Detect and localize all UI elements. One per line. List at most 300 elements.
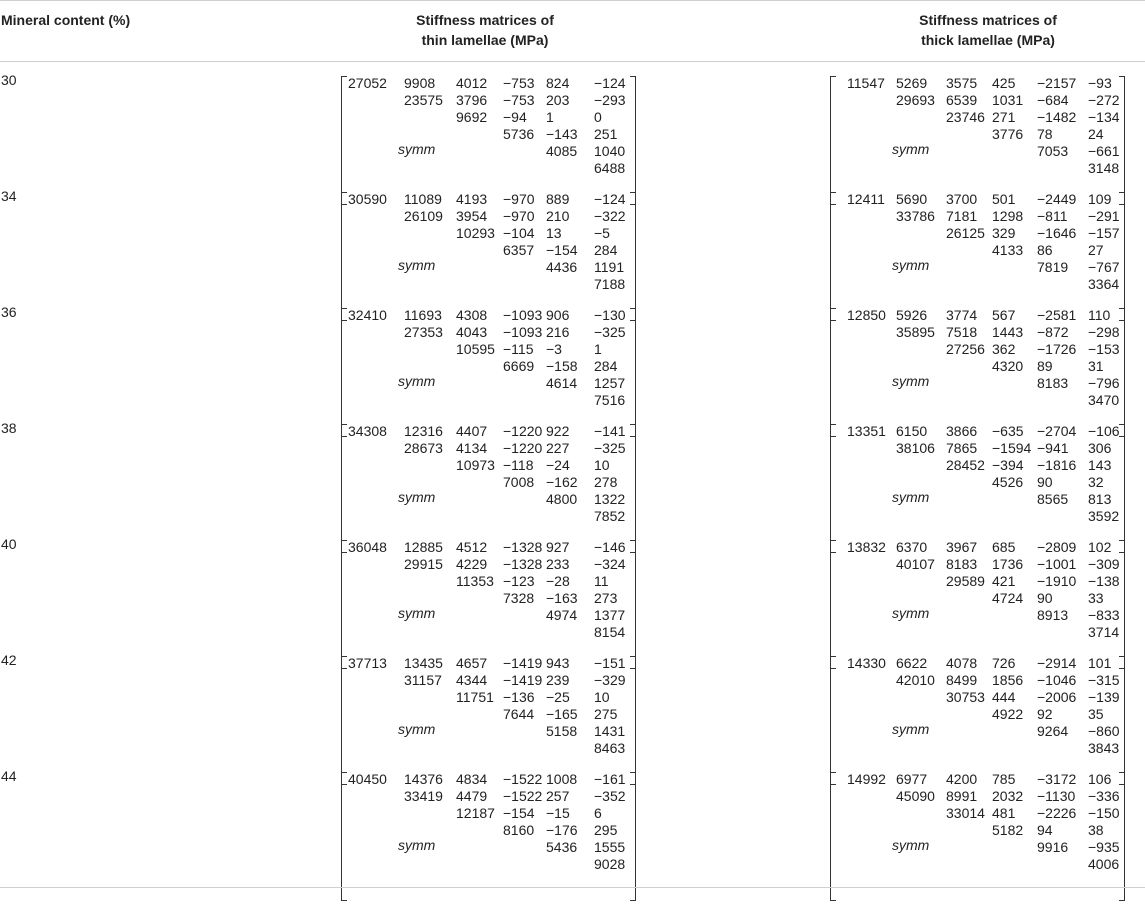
matrix-cell: −3 bbox=[546, 341, 562, 357]
matrix-cell: −2704 bbox=[1037, 423, 1077, 439]
matrix-cell: 6 bbox=[594, 805, 602, 821]
matrix-cell: 3592 bbox=[1088, 508, 1120, 524]
matrix-cell: 4526 bbox=[992, 474, 1024, 490]
matrix-cell: −1093 bbox=[503, 307, 543, 323]
matrix-cell: 3967 bbox=[946, 539, 978, 555]
matrix-cell: 4134 bbox=[456, 440, 488, 456]
matrix-cell: 27353 bbox=[404, 324, 443, 340]
matrix-cell: −767 bbox=[1088, 259, 1120, 275]
thin-matrix-34 bbox=[341, 190, 636, 324]
matrix-cell: 5158 bbox=[546, 723, 578, 739]
matrix-cell: 12316 bbox=[404, 423, 443, 439]
symm-label: symm bbox=[398, 373, 436, 389]
matrix-cell: 4344 bbox=[456, 672, 488, 688]
matrix-cell: 110 bbox=[1088, 307, 1111, 323]
matrix-cell: −1646 bbox=[1037, 225, 1077, 241]
matrix-cell: 5269 bbox=[896, 75, 928, 91]
matrix-cell: −154 bbox=[546, 242, 578, 258]
thin-matrix-44 bbox=[341, 770, 636, 904]
matrix-cell: 78 bbox=[1037, 126, 1053, 142]
matrix-cell: −1130 bbox=[1037, 788, 1076, 804]
matrix-cell: 7644 bbox=[503, 706, 535, 722]
matrix-cell: 40450 bbox=[348, 771, 387, 787]
matrix-cell: −1522 bbox=[503, 788, 543, 804]
symm-label: symm bbox=[398, 605, 436, 621]
matrix-cell: 278 bbox=[594, 474, 618, 490]
matrix-cell: −1220 bbox=[503, 440, 543, 456]
matrix-cell: 27256 bbox=[946, 341, 985, 357]
matrix-cell: −860 bbox=[1088, 723, 1120, 739]
matrix-cell: 4800 bbox=[546, 491, 578, 507]
matrix-cell: 11751 bbox=[456, 689, 494, 705]
matrix-cell: −146 bbox=[594, 539, 626, 555]
matrix-cell: 813 bbox=[1088, 491, 1112, 507]
matrix-cell: 284 bbox=[594, 358, 618, 374]
matrix-cell: 329 bbox=[992, 225, 1016, 241]
matrix-cell: 4974 bbox=[546, 607, 578, 623]
matrix-cell: 106 bbox=[1088, 771, 1112, 787]
matrix-cell: −118 bbox=[503, 457, 534, 473]
symm-label: symm bbox=[398, 141, 436, 157]
matrix-cell: −293 bbox=[594, 92, 626, 108]
matrix-cell: 3843 bbox=[1088, 740, 1120, 756]
matrix-cell: 1377 bbox=[594, 607, 626, 623]
matrix-cell: −309 bbox=[1088, 556, 1120, 572]
matrix-cell: 12411 bbox=[847, 191, 885, 207]
matrix-cell: 12850 bbox=[847, 307, 886, 323]
matrix-cell: 7188 bbox=[594, 276, 626, 292]
matrix-cell: 14376 bbox=[404, 771, 443, 787]
symm-label: symm bbox=[398, 837, 436, 853]
matrix-cell: 306 bbox=[1088, 440, 1112, 456]
matrix-left-bracket bbox=[341, 76, 347, 205]
matrix-cell: 6539 bbox=[946, 92, 978, 108]
matrix-cell: 8183 bbox=[946, 556, 978, 572]
matrix-cell: 45090 bbox=[896, 788, 935, 804]
matrix-left-bracket bbox=[341, 772, 347, 901]
matrix-cell: −2809 bbox=[1037, 539, 1077, 555]
matrix-cell: −165 bbox=[546, 706, 578, 722]
matrix-cell: 6370 bbox=[896, 539, 928, 555]
matrix-cell: 3148 bbox=[1088, 160, 1120, 176]
mineral-content-value: 44 bbox=[1, 768, 17, 784]
matrix-cell: 11353 bbox=[456, 573, 494, 589]
matrix-left-bracket bbox=[341, 656, 347, 785]
matrix-cell: −163 bbox=[546, 590, 578, 606]
matrix-cell: 7865 bbox=[946, 440, 978, 456]
matrix-cell: 12187 bbox=[456, 805, 495, 821]
matrix-cell: −635 bbox=[992, 423, 1024, 439]
matrix-cell: 102 bbox=[1088, 539, 1112, 555]
mineral-content-value: 36 bbox=[1, 304, 17, 320]
matrix-cell: −833 bbox=[1088, 607, 1120, 623]
matrix-cell: 32410 bbox=[348, 307, 387, 323]
symm-label: symm bbox=[892, 489, 930, 505]
matrix-cell: 32 bbox=[1088, 474, 1104, 490]
matrix-cell: 251 bbox=[594, 126, 618, 142]
table-bottom-rule bbox=[0, 887, 1145, 888]
matrix-cell: −684 bbox=[1037, 92, 1069, 108]
thick-matrix-44 bbox=[830, 770, 1125, 904]
matrix-cell: −329 bbox=[594, 672, 626, 688]
matrix-cell: −28 bbox=[546, 573, 570, 589]
matrix-cell: 30753 bbox=[946, 689, 985, 705]
matrix-cell: −162 bbox=[546, 474, 578, 490]
matrix-cell: 233 bbox=[546, 556, 570, 572]
matrix-cell: 10 bbox=[594, 457, 610, 473]
matrix-cell: −106 bbox=[1088, 423, 1120, 439]
thick-matrix-40 bbox=[830, 538, 1125, 672]
matrix-cell: −324 bbox=[594, 556, 626, 572]
matrix-cell: −3172 bbox=[1037, 771, 1077, 787]
matrix-cell: 33 bbox=[1088, 590, 1104, 606]
matrix-cell: −124 bbox=[594, 75, 626, 91]
matrix-cell: −1419 bbox=[503, 672, 543, 688]
matrix-right-bracket bbox=[630, 656, 636, 785]
matrix-cell: 726 bbox=[992, 655, 1016, 671]
matrix-cell: 24 bbox=[1088, 126, 1104, 142]
matrix-cell: −134 bbox=[1088, 109, 1120, 125]
matrix-cell: 38 bbox=[1088, 822, 1104, 838]
matrix-cell: 29693 bbox=[896, 92, 935, 108]
matrix-cell: 8499 bbox=[946, 672, 978, 688]
matrix-cell: 42010 bbox=[896, 672, 935, 688]
matrix-cell: 30590 bbox=[348, 191, 387, 207]
matrix-cell: −1001 bbox=[1037, 556, 1077, 572]
matrix-cell: 1008 bbox=[546, 771, 578, 787]
matrix-cell: −941 bbox=[1037, 440, 1069, 456]
matrix-cell: 4407 bbox=[456, 423, 488, 439]
matrix-cell: 13351 bbox=[847, 423, 886, 439]
matrix-cell: 4922 bbox=[992, 706, 1024, 722]
matrix-cell: 7518 bbox=[946, 324, 978, 340]
table-top-rule bbox=[0, 0, 1145, 1]
matrix-cell: 31157 bbox=[404, 672, 442, 688]
matrix-cell: 7181 bbox=[946, 208, 978, 224]
matrix-cell: −2914 bbox=[1037, 655, 1077, 671]
matrix-left-bracket bbox=[830, 308, 836, 437]
matrix-cell: −2157 bbox=[1037, 75, 1077, 91]
matrix-cell: 927 bbox=[546, 539, 570, 555]
matrix-cell: 1298 bbox=[992, 208, 1024, 224]
matrix-cell: 33014 bbox=[946, 805, 985, 821]
matrix-cell: −138 bbox=[1088, 573, 1120, 589]
matrix-left-bracket bbox=[830, 192, 836, 321]
matrix-cell: −161 bbox=[594, 771, 626, 787]
matrix-cell: −104 bbox=[503, 225, 535, 241]
matrix-cell: 11 bbox=[594, 573, 609, 589]
matrix-cell: 11547 bbox=[847, 75, 885, 91]
matrix-cell: 4512 bbox=[456, 539, 488, 555]
matrix-cell: 203 bbox=[546, 92, 570, 108]
matrix-cell: 36048 bbox=[348, 539, 387, 555]
matrix-cell: 8154 bbox=[594, 624, 626, 640]
matrix-left-bracket bbox=[341, 540, 347, 669]
matrix-cell: −325 bbox=[594, 440, 626, 456]
matrix-cell: 23746 bbox=[946, 109, 985, 125]
matrix-cell: 889 bbox=[546, 191, 570, 207]
symm-label: symm bbox=[398, 257, 436, 273]
matrix-cell: 4614 bbox=[546, 375, 578, 391]
matrix-cell: 31 bbox=[1088, 358, 1104, 374]
matrix-cell: 4229 bbox=[456, 556, 488, 572]
matrix-cell: −93 bbox=[1088, 75, 1112, 91]
matrix-cell: −136 bbox=[503, 689, 535, 705]
matrix-cell: −1328 bbox=[503, 556, 543, 572]
matrix-cell: −154 bbox=[503, 805, 535, 821]
matrix-cell: 27052 bbox=[348, 75, 387, 91]
matrix-cell: 38106 bbox=[896, 440, 935, 456]
matrix-cell: −15 bbox=[546, 805, 570, 821]
matrix-cell: 3774 bbox=[946, 307, 978, 323]
matrix-cell: 1031 bbox=[992, 92, 1024, 108]
matrix-cell: −811 bbox=[1037, 208, 1068, 224]
matrix-cell: 362 bbox=[992, 341, 1016, 357]
matrix-cell: 4657 bbox=[456, 655, 488, 671]
header-mineral-content: Mineral content (%) bbox=[1, 12, 131, 28]
matrix-cell: 4193 bbox=[456, 191, 488, 207]
matrix-cell: −151 bbox=[594, 655, 626, 671]
matrix-cell: 4308 bbox=[456, 307, 488, 323]
thick-matrix-42 bbox=[830, 654, 1125, 788]
thin-matrix-36 bbox=[341, 306, 636, 440]
matrix-cell: 1040 bbox=[594, 143, 626, 159]
matrix-cell: 29589 bbox=[946, 573, 985, 589]
symm-label: symm bbox=[398, 489, 436, 505]
matrix-cell: −2581 bbox=[1037, 307, 1077, 323]
matrix-cell: 1322 bbox=[594, 491, 626, 507]
matrix-right-bracket bbox=[630, 192, 636, 321]
matrix-cell: 6488 bbox=[594, 160, 626, 176]
header-thick-lamellae bbox=[858, 10, 1118, 50]
mineral-content-value: 34 bbox=[1, 188, 17, 204]
matrix-cell: 481 bbox=[992, 805, 1016, 821]
matrix-cell: 1555 bbox=[594, 839, 626, 855]
matrix-cell: 4834 bbox=[456, 771, 488, 787]
matrix-cell: −872 bbox=[1037, 324, 1069, 340]
matrix-cell: −1910 bbox=[1037, 573, 1077, 589]
matrix-cell: 28673 bbox=[404, 440, 443, 456]
header-thin-line-1: Stiffness matrices of bbox=[416, 12, 554, 28]
matrix-cell: 109 bbox=[1088, 191, 1112, 207]
matrix-cell: −153 bbox=[1088, 341, 1120, 357]
thick-matrix-38 bbox=[830, 422, 1125, 556]
matrix-cell: 227 bbox=[546, 440, 570, 456]
thin-matrix-30 bbox=[341, 74, 636, 208]
matrix-cell: 906 bbox=[546, 307, 570, 323]
matrix-cell: −123 bbox=[503, 573, 535, 589]
matrix-cell: 3714 bbox=[1088, 624, 1120, 640]
matrix-cell: −24 bbox=[546, 457, 570, 473]
matrix-cell: 4200 bbox=[946, 771, 978, 787]
matrix-cell: 35 bbox=[1088, 706, 1104, 722]
matrix-cell: −141 bbox=[594, 423, 626, 439]
matrix-right-bracket bbox=[630, 540, 636, 669]
matrix-cell: 8913 bbox=[1037, 607, 1069, 623]
matrix-cell: 4006 bbox=[1088, 856, 1120, 872]
matrix-cell: 3954 bbox=[456, 208, 488, 224]
matrix-cell: 295 bbox=[594, 822, 618, 838]
matrix-cell: 37713 bbox=[348, 655, 387, 671]
mineral-content-value: 42 bbox=[1, 652, 17, 668]
matrix-left-bracket bbox=[830, 656, 836, 785]
matrix-left-bracket bbox=[341, 192, 347, 321]
header-rule bbox=[0, 61, 1145, 62]
mineral-content-value: 30 bbox=[1, 72, 17, 88]
matrix-cell: 7516 bbox=[594, 392, 626, 408]
matrix-cell: −1220 bbox=[503, 423, 543, 439]
matrix-cell: 143 bbox=[1088, 457, 1112, 473]
matrix-cell: 3796 bbox=[456, 92, 488, 108]
matrix-cell: 13435 bbox=[404, 655, 443, 671]
matrix-cell: 3575 bbox=[946, 75, 978, 91]
matrix-cell: −1419 bbox=[503, 655, 543, 671]
matrix-cell: 8160 bbox=[503, 822, 535, 838]
matrix-cell: 86 bbox=[1037, 242, 1053, 258]
matrix-cell: 216 bbox=[546, 324, 570, 340]
matrix-cell: −5 bbox=[594, 225, 610, 241]
matrix-cell: 943 bbox=[546, 655, 570, 671]
matrix-cell: 34308 bbox=[348, 423, 387, 439]
matrix-cell: −150 bbox=[1088, 805, 1120, 821]
matrix-cell: 10293 bbox=[456, 225, 495, 241]
matrix-cell: −1046 bbox=[1037, 672, 1077, 688]
matrix-cell: 1856 bbox=[992, 672, 1024, 688]
matrix-cell: 824 bbox=[546, 75, 570, 91]
matrix-cell: −115 bbox=[503, 341, 534, 357]
symm-label: symm bbox=[892, 257, 930, 273]
matrix-cell: 4012 bbox=[456, 75, 488, 91]
matrix-cell: 33419 bbox=[404, 788, 443, 804]
matrix-cell: 10973 bbox=[456, 457, 495, 473]
matrix-cell: 9264 bbox=[1037, 723, 1069, 739]
header-thin-line-2: thin lamellae (MPa) bbox=[421, 32, 549, 48]
thin-matrix-42 bbox=[341, 654, 636, 788]
matrix-cell: 90 bbox=[1037, 474, 1053, 490]
matrix-cell: 5436 bbox=[546, 839, 578, 855]
matrix-cell: 4320 bbox=[992, 358, 1024, 374]
matrix-cell: 7328 bbox=[503, 590, 535, 606]
matrix-right-bracket bbox=[630, 772, 636, 901]
matrix-cell: 9908 bbox=[404, 75, 436, 91]
matrix-cell: 26109 bbox=[404, 208, 443, 224]
matrix-cell: −1594 bbox=[992, 440, 1032, 456]
matrix-cell: −176 bbox=[546, 822, 578, 838]
matrix-cell: 3470 bbox=[1088, 392, 1120, 408]
matrix-cell: −2449 bbox=[1037, 191, 1077, 207]
matrix-cell: −1726 bbox=[1037, 341, 1077, 357]
symm-label: symm bbox=[398, 721, 436, 737]
matrix-cell: 271 bbox=[992, 109, 1016, 125]
matrix-cell: 4085 bbox=[546, 143, 578, 159]
matrix-cell: 273 bbox=[594, 590, 618, 606]
matrix-cell: 35895 bbox=[896, 324, 935, 340]
matrix-cell: −970 bbox=[503, 208, 535, 224]
matrix-cell: 5926 bbox=[896, 307, 928, 323]
matrix-cell: 210 bbox=[546, 208, 570, 224]
thick-matrix-30 bbox=[830, 74, 1125, 208]
header-thin-lamellae bbox=[355, 10, 615, 50]
matrix-right-bracket bbox=[630, 308, 636, 437]
matrix-cell: 425 bbox=[992, 75, 1016, 91]
matrix-cell: 7008 bbox=[503, 474, 535, 490]
matrix-cell: 23575 bbox=[404, 92, 443, 108]
symm-label: symm bbox=[892, 373, 930, 389]
matrix-cell: 275 bbox=[594, 706, 618, 722]
matrix-left-bracket bbox=[341, 308, 347, 437]
matrix-cell: 14330 bbox=[847, 655, 886, 671]
matrix-cell: −322 bbox=[594, 208, 626, 224]
matrix-cell: −2006 bbox=[1037, 689, 1077, 705]
mineral-content-value: 40 bbox=[1, 536, 17, 552]
matrix-cell: 922 bbox=[546, 423, 570, 439]
thick-matrix-34 bbox=[830, 190, 1125, 324]
matrix-cell: 4043 bbox=[456, 324, 488, 340]
matrix-cell: 12885 bbox=[404, 539, 443, 555]
matrix-cell: 5182 bbox=[992, 822, 1024, 838]
symm-label: symm bbox=[892, 141, 930, 157]
matrix-right-bracket bbox=[630, 424, 636, 553]
matrix-cell: 5690 bbox=[896, 191, 928, 207]
matrix-left-bracket bbox=[830, 540, 836, 669]
matrix-cell: 4479 bbox=[456, 788, 488, 804]
matrix-cell: −25 bbox=[546, 689, 570, 705]
matrix-cell: 8565 bbox=[1037, 491, 1069, 507]
matrix-cell: 6669 bbox=[503, 358, 535, 374]
matrix-cell: 40107 bbox=[896, 556, 935, 572]
matrix-cell: −1093 bbox=[503, 324, 543, 340]
matrix-cell: 94 bbox=[1037, 822, 1053, 838]
matrix-cell: 6977 bbox=[896, 771, 928, 787]
matrix-cell: −336 bbox=[1088, 788, 1120, 804]
matrix-left-bracket bbox=[830, 424, 836, 553]
matrix-left-bracket bbox=[830, 772, 836, 901]
thin-matrix-40 bbox=[341, 538, 636, 672]
matrix-cell: 421 bbox=[992, 573, 1016, 589]
matrix-cell: 11089 bbox=[404, 191, 442, 207]
matrix-cell: −796 bbox=[1088, 375, 1120, 391]
matrix-cell: −2226 bbox=[1037, 805, 1077, 821]
matrix-cell: 8183 bbox=[1037, 375, 1069, 391]
matrix-cell: 3364 bbox=[1088, 276, 1120, 292]
matrix-cell: −1816 bbox=[1037, 457, 1077, 473]
matrix-cell: 4724 bbox=[992, 590, 1024, 606]
matrix-cell: −661 bbox=[1088, 143, 1120, 159]
symm-label: symm bbox=[892, 605, 930, 621]
matrix-cell: −94 bbox=[503, 109, 527, 125]
header-thick-line-1: Stiffness matrices of bbox=[919, 12, 1057, 28]
matrix-cell: −935 bbox=[1088, 839, 1120, 855]
matrix-cell: 1443 bbox=[992, 324, 1024, 340]
matrix-left-bracket bbox=[830, 76, 836, 205]
matrix-cell: 3866 bbox=[946, 423, 978, 439]
matrix-cell: −753 bbox=[503, 92, 535, 108]
matrix-cell: 239 bbox=[546, 672, 570, 688]
matrix-cell: 7819 bbox=[1037, 259, 1069, 275]
matrix-cell: −315 bbox=[1088, 672, 1120, 688]
matrix-cell: −298 bbox=[1088, 324, 1120, 340]
matrix-cell: 785 bbox=[992, 771, 1016, 787]
matrix-cell: 4436 bbox=[546, 259, 578, 275]
mineral-content-value: 38 bbox=[1, 420, 17, 436]
matrix-cell: −325 bbox=[594, 324, 626, 340]
matrix-cell: 13 bbox=[546, 225, 562, 241]
matrix-right-bracket bbox=[630, 76, 636, 205]
matrix-cell: −130 bbox=[594, 307, 626, 323]
matrix-cell: 9028 bbox=[594, 856, 626, 872]
matrix-cell: 3700 bbox=[946, 191, 978, 207]
matrix-cell: −352 bbox=[594, 788, 626, 804]
